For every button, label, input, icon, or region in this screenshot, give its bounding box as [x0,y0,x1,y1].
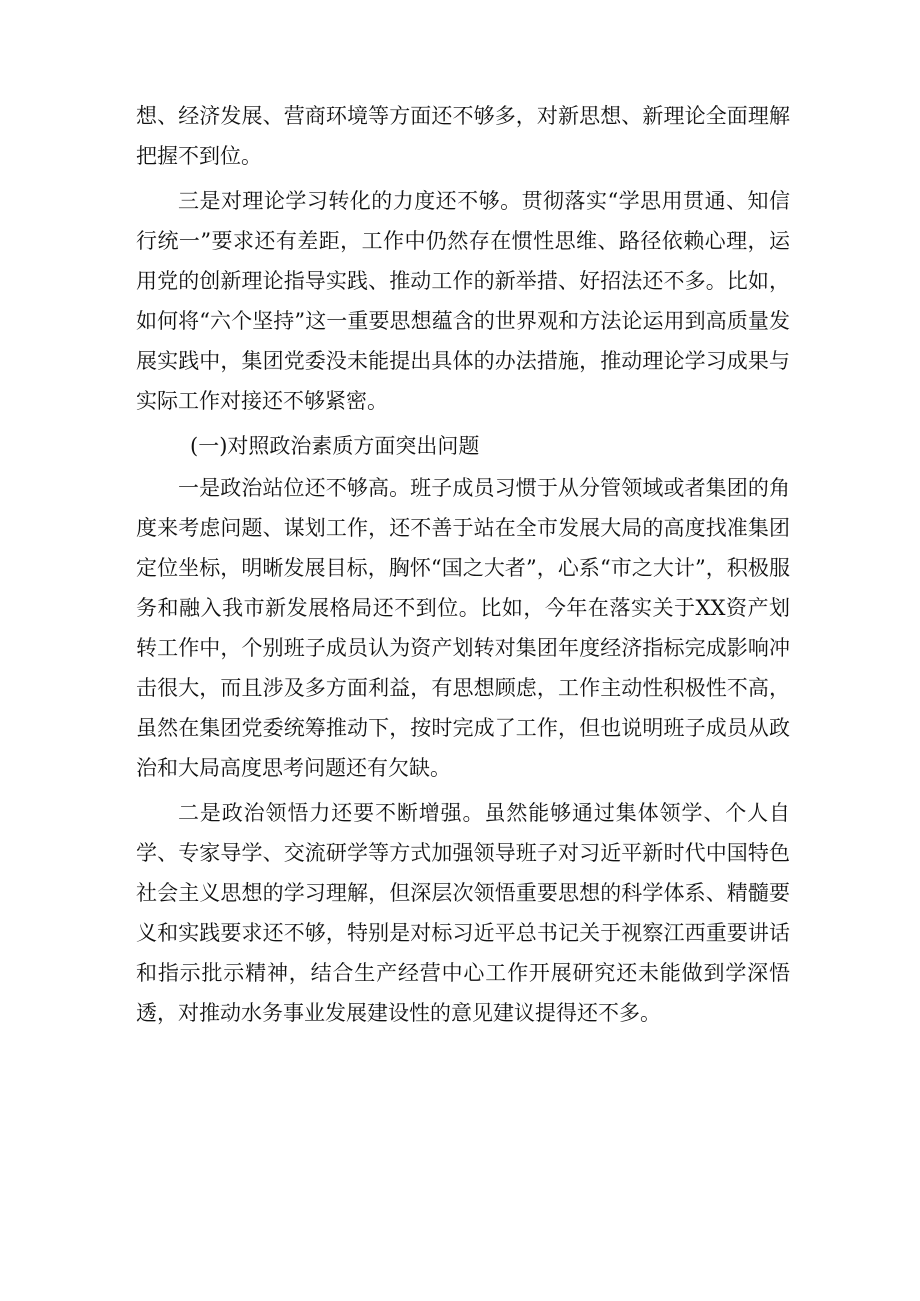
paragraph-theory-transformation: 三是对理论学习转化的力度还不够。贯彻落实“学思用贯通、知信行统一”要求还有差距，工作中仍然存在惯性思维、路径依赖心理，运用党的创新理论指导实践、推动工作的新举措、好招法还不多。比如，如何将“六个坚持”这一重要思想蕴含的世界观和方法论运用到高质量发展实践中，集团党委没未能提出具体的办法措施，推动理论学习成果与实际工作对接还不够紧密。 [136,189,790,413]
paragraph-political-comprehension: 二是政治领悟力还要不断增强。虽然能够通过集体领学、个人自学、专家导学、交流研学等方式加强领导班子对习近平新时代中国特色社会主义思想的学习理解，但深层次领悟重要思想的科学体系、精髓要义和实践要求还不够，特别是对标习近平总书记关于视察江西重要讲话和指示批示精神，结合生产经营中心工作开展研究还未能做到学深悟透，对推动水务事业发展建设性的意见建议提得还不多。 [136,801,790,1025]
paragraph-political-stance: 一是政治站位还不够高。班子成员习惯于从分管领域或者集团的角度来考虑问题、谋划工作，还不善于站在全市发展大局的高度找准集团定位坐标，明晰发展目标，胸怀“国之大者”，心系“市之大计”，积极服务和融入我市新发展格局还不到位。比如，今年在落实关于XX资产划转工作中，个别班子成员认为资产划转对集团年度经济指标完成影响冲击很大，而且涉及多方面利益，有思想顾虑，工作主动性积极性不高，虽然在集团党委统筹推动下，按时完成了工作，但也说明班子成员从政治和大局高度思考问题还有欠缺。 [136,476,790,780]
section-heading-political-quality: (一)对照政治素质方面突出问题 [190,434,480,458]
paragraph-continuation: 想、经济发展、营商环境等方面还不够多，对新思想、新理论全面理解把握不到位。 [136,104,790,168]
document-body [136,96,790,1038]
